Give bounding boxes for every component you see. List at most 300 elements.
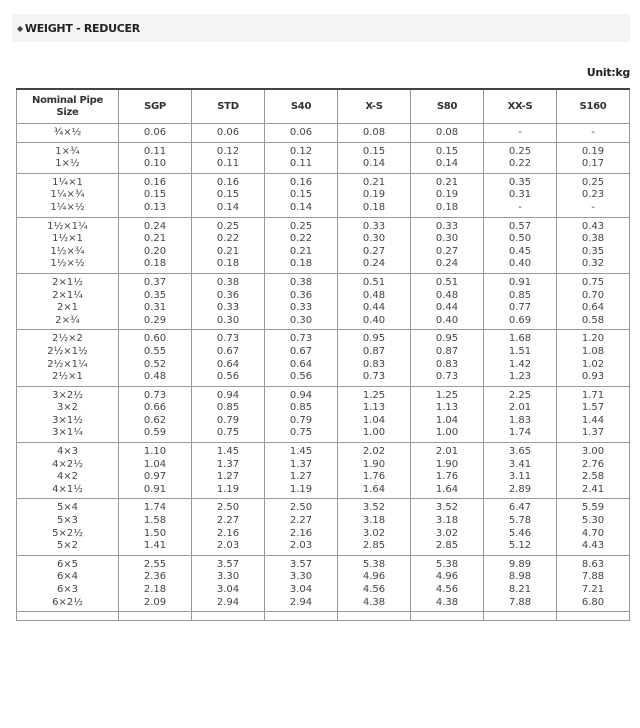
weight-value: 0.73: [143, 389, 167, 401]
weight-value: 0.25: [216, 220, 240, 232]
weight-value: 2.25: [508, 389, 532, 401]
weight-cell-std: [192, 330, 265, 386]
weight-cell-xxs: [484, 330, 557, 386]
weight-value: 1.44: [581, 414, 605, 426]
weight-value: 0.73: [435, 371, 459, 383]
weight-value: -: [518, 201, 522, 213]
weight-cell-s80: [411, 330, 484, 386]
weight-cell-sgp: [119, 386, 192, 442]
pipe-size: 5×2: [56, 540, 79, 552]
weight-value: 1.25: [435, 389, 459, 401]
weight-cell-std: [192, 386, 265, 442]
weight-value: 1.51: [508, 345, 532, 357]
weight-value: 0.24: [143, 220, 167, 232]
weight-value: -: [591, 201, 595, 213]
weight-value: 2.89: [508, 483, 532, 495]
weight-cell-s40: [265, 142, 338, 173]
pipe-size: 1½×¾: [50, 245, 85, 257]
weight-value: 4.38: [362, 596, 386, 608]
weight-cell-sgp: [119, 273, 192, 329]
weight-value: 0.55: [143, 345, 167, 357]
table-row: [17, 142, 630, 173]
weight-value: 2.41: [581, 483, 605, 495]
weight-cell-xxs: [484, 217, 557, 273]
weight-value: 1.90: [362, 458, 386, 470]
pipe-size: 2½×1¼: [47, 358, 88, 370]
weight-value: 0.97: [143, 471, 167, 483]
weight-value: 0.11: [143, 145, 167, 157]
table-row: [17, 330, 630, 386]
empty-cell: [119, 612, 192, 621]
weight-value: 5.38: [435, 558, 459, 570]
weight-value: 1.42: [508, 358, 532, 370]
weight-cell-s160: [557, 443, 630, 499]
weight-value: 2.85: [362, 540, 386, 552]
weight-value: 0.38: [216, 276, 240, 288]
weight-value: 0.31: [143, 302, 167, 314]
weight-cell-xxs: [484, 443, 557, 499]
weight-value: 0.64: [289, 358, 313, 370]
weight-value: 0.21: [362, 176, 386, 188]
weight-cell-std: [192, 124, 265, 143]
weight-cell-s80: [411, 273, 484, 329]
table-row: [17, 173, 630, 217]
column-header-s40: S40: [265, 89, 338, 124]
weight-value: 2.18: [143, 584, 167, 595]
weight-cell-xxs: [484, 124, 557, 143]
weight-value: 0.15: [143, 189, 167, 201]
weight-cell-xs: [338, 124, 411, 143]
pipe-size: 4×3: [56, 446, 79, 458]
weight-cell-sgp: [119, 499, 192, 555]
weight-value: 0.33: [435, 220, 459, 232]
weight-value: 0.67: [289, 345, 313, 357]
weight-value: 3.02: [435, 527, 459, 539]
weight-value: 0.12: [216, 145, 240, 157]
weight-value: 1.64: [362, 483, 386, 495]
pipe-size: 2×1¼: [52, 289, 83, 301]
pipe-size: 2½×1½: [47, 345, 88, 357]
pipe-size: 4×2: [56, 471, 79, 483]
weight-cell-s160: [557, 142, 630, 173]
weight-value: 1.13: [362, 402, 386, 414]
weight-value: 4.38: [435, 596, 459, 608]
weight-value: 0.33: [362, 220, 386, 232]
weight-value: 3.41: [508, 458, 532, 470]
weight-value: 0.35: [508, 176, 532, 188]
weight-value: 0.10: [143, 158, 167, 170]
weight-value: 0.14: [362, 158, 386, 170]
pipe-size-cell: [17, 173, 119, 217]
weight-cell-xs: [338, 273, 411, 329]
column-header-xs: X-S: [338, 89, 411, 124]
weight-value: 1.00: [435, 427, 459, 439]
weight-value: 0.35: [143, 289, 167, 301]
weight-value: 0.58: [581, 314, 605, 326]
weight-value: 0.21: [216, 245, 240, 257]
weight-cell-std: [192, 142, 265, 173]
weight-value: 5.78: [508, 515, 532, 527]
column-header-sgp: SGP: [119, 89, 192, 124]
weight-cell-s40: [265, 499, 338, 555]
weight-value: 0.57: [508, 220, 532, 232]
empty-cell: [17, 612, 119, 621]
weight-value: 1.45: [289, 446, 313, 458]
weight-value: 1.57: [581, 402, 605, 414]
weight-value: 2.94: [216, 596, 240, 608]
weight-value: -: [591, 127, 595, 138]
weight-cell-xxs: [484, 142, 557, 173]
table-row: [17, 386, 630, 442]
weight-value: 0.24: [435, 258, 459, 270]
weight-value: 0.18: [435, 201, 459, 213]
weight-value: 0.48: [362, 289, 386, 301]
weight-value: 0.85: [508, 289, 532, 301]
weight-value: 0.95: [435, 333, 459, 345]
pipe-size: 5×3: [56, 515, 79, 527]
weight-value: 0.40: [508, 258, 532, 270]
weight-cell-s40: [265, 386, 338, 442]
pipe-size: 2×1½: [52, 276, 83, 288]
weight-value: 0.20: [143, 245, 167, 257]
weight-value: 0.11: [289, 158, 313, 170]
weight-cell-sgp: [119, 124, 192, 143]
weight-value: 5.46: [508, 527, 532, 539]
weight-value: 2.58: [581, 471, 605, 483]
weight-value: 0.95: [362, 333, 386, 345]
weight-cell-s40: [265, 273, 338, 329]
table-row: [17, 443, 630, 499]
weight-value: 0.36: [289, 289, 313, 301]
pipe-size: 1¼×1: [52, 176, 83, 188]
weight-value: 0.25: [508, 145, 532, 157]
weight-value: 0.75: [581, 276, 605, 288]
pipe-size: 1¼×¾: [50, 189, 85, 201]
weight-value: 0.35: [581, 245, 605, 257]
weight-cell-s80: [411, 443, 484, 499]
weight-value: 2.55: [143, 558, 167, 570]
pipe-size: 1½×1¼: [47, 220, 88, 232]
weight-value: 0.15: [216, 189, 240, 201]
weight-value: 0.85: [216, 402, 240, 414]
weight-value: 1.20: [581, 333, 605, 345]
weight-cell-s40: [265, 443, 338, 499]
weight-cell-std: [192, 555, 265, 611]
weight-value: 0.31: [508, 189, 532, 201]
weight-value: 0.15: [435, 145, 459, 157]
weight-value: 1.13: [435, 402, 459, 414]
column-header-s80: S80: [411, 89, 484, 124]
weight-value: 4.96: [362, 571, 386, 583]
weight-value: 0.25: [289, 220, 313, 232]
pipe-size-cell: [17, 273, 119, 329]
weight-value: 0.87: [362, 345, 386, 357]
weight-value: 0.08: [362, 127, 386, 138]
weight-value: 0.19: [581, 145, 605, 157]
weight-value: 5.30: [581, 515, 605, 527]
table-row: [17, 273, 630, 329]
weight-cell-s40: [265, 330, 338, 386]
weight-value: 0.23: [581, 189, 605, 201]
reducer-weight-table: [16, 88, 630, 621]
diamond-bullet-icon: ◆: [17, 23, 23, 33]
weight-value: 2.03: [216, 540, 240, 552]
weight-value: 1.19: [289, 483, 313, 495]
weight-value: 0.38: [581, 233, 605, 245]
weight-cell-sgp: [119, 217, 192, 273]
weight-value: -: [518, 127, 522, 138]
weight-value: 0.16: [216, 176, 240, 188]
weight-value: 0.75: [289, 427, 313, 439]
pipe-size: ¾×½: [53, 127, 82, 138]
weight-value: 0.91: [508, 276, 532, 288]
pipe-size: 3×1½: [52, 414, 83, 426]
weight-value: 0.36: [216, 289, 240, 301]
unit-label: Unit:kg: [586, 66, 630, 79]
weight-value: 3.52: [362, 502, 386, 514]
pipe-size: 2×¾: [55, 314, 80, 326]
weight-cell-std: [192, 173, 265, 217]
weight-value: 0.94: [289, 389, 313, 401]
weight-value: 3.11: [508, 471, 532, 483]
table-row: [17, 217, 630, 273]
weight-value: 1.74: [508, 427, 532, 439]
pipe-size-cell: [17, 555, 119, 611]
weight-value: 1.68: [508, 333, 532, 345]
weight-cell-sgp: [119, 142, 192, 173]
weight-cell-xs: [338, 555, 411, 611]
weight-value: 0.22: [508, 158, 532, 170]
pipe-size: 6×3: [56, 584, 79, 595]
weight-value: 0.37: [143, 276, 167, 288]
weight-value: 1.25: [362, 389, 386, 401]
weight-value: 1.71: [581, 389, 605, 401]
weight-value: 0.52: [143, 358, 167, 370]
pipe-size: 4×1½: [52, 483, 83, 495]
weight-cell-xs: [338, 499, 411, 555]
weight-value: 0.18: [216, 258, 240, 270]
weight-cell-s160: [557, 499, 630, 555]
weight-cell-s80: [411, 173, 484, 217]
weight-cell-s160: [557, 330, 630, 386]
weight-value: 0.73: [362, 371, 386, 383]
weight-value: 0.93: [581, 371, 605, 383]
weight-cell-xs: [338, 173, 411, 217]
empty-cell: [265, 612, 338, 621]
weight-value: 0.29: [143, 314, 167, 326]
weight-value: 7.21: [581, 584, 605, 595]
weight-cell-s80: [411, 499, 484, 555]
weight-value: 0.14: [216, 201, 240, 213]
weight-value: 0.94: [216, 389, 240, 401]
weight-value: 2.36: [143, 571, 167, 583]
pipe-size-cell: [17, 217, 119, 273]
weight-value: 2.03: [289, 540, 313, 552]
weight-value: 1.37: [289, 458, 313, 470]
weight-value: 0.56: [289, 371, 313, 383]
weight-value: 8.98: [508, 571, 532, 583]
weight-value: 0.32: [581, 258, 605, 270]
weight-value: 4.56: [362, 584, 386, 595]
weight-value: 0.18: [362, 201, 386, 213]
weight-value: 2.50: [216, 502, 240, 514]
weight-value: 1.10: [143, 446, 167, 458]
weight-value: 0.83: [435, 358, 459, 370]
weight-value: 3.57: [216, 558, 240, 570]
weight-cell-s80: [411, 555, 484, 611]
weight-cell-std: [192, 273, 265, 329]
weight-value: 0.69: [508, 314, 532, 326]
weight-value: 1.74: [143, 502, 167, 514]
weight-value: 0.06: [143, 127, 167, 138]
weight-value: 0.30: [362, 233, 386, 245]
weight-cell-s160: [557, 124, 630, 143]
pipe-size: 1½×½: [50, 258, 85, 270]
weight-value: 1.76: [435, 471, 459, 483]
weight-value: 0.06: [216, 127, 240, 138]
weight-value: 0.67: [216, 345, 240, 357]
pipe-size: 5×2½: [52, 527, 83, 539]
weight-value: 0.21: [289, 245, 313, 257]
weight-value: 0.38: [289, 276, 313, 288]
weight-value: 1.37: [216, 458, 240, 470]
weight-cell-s40: [265, 124, 338, 143]
weight-value: 0.75: [216, 427, 240, 439]
weight-value: 1.45: [216, 446, 240, 458]
weight-value: 0.30: [435, 233, 459, 245]
weight-value: 0.40: [362, 314, 386, 326]
section-title: WEIGHT - REDUCER: [24, 21, 140, 35]
weight-value: 0.73: [289, 333, 313, 345]
pipe-size-cell: [17, 499, 119, 555]
weight-value: 1.37: [581, 427, 605, 439]
weight-value: 0.48: [435, 289, 459, 301]
weight-value: 2.94: [289, 596, 313, 608]
weight-value: 8.21: [508, 584, 532, 595]
pipe-size: 3×1¼: [52, 427, 83, 439]
weight-cell-s160: [557, 217, 630, 273]
weight-value: 5.59: [581, 502, 605, 514]
weight-value: 3.02: [362, 527, 386, 539]
weight-cell-xs: [338, 443, 411, 499]
weight-value: 7.88: [508, 596, 532, 608]
weight-value: 9.89: [508, 558, 532, 570]
weight-value: 0.51: [435, 276, 459, 288]
pipe-size: 6×4: [56, 571, 79, 583]
weight-cell-std: [192, 499, 265, 555]
weight-value: 1.50: [143, 527, 167, 539]
pipe-size-cell: [17, 142, 119, 173]
pipe-size: 6×5: [56, 558, 79, 570]
weight-cell-sgp: [119, 330, 192, 386]
pipe-size-cell: [17, 443, 119, 499]
weight-value: 0.30: [289, 314, 313, 326]
weight-value: 0.56: [216, 371, 240, 383]
weight-cell-s160: [557, 173, 630, 217]
weight-value: 3.00: [581, 446, 605, 458]
column-header-std: STD: [192, 89, 265, 124]
weight-value: 2.02: [362, 446, 386, 458]
pipe-size: 2½×1: [52, 371, 83, 383]
weight-value: 2.01: [508, 402, 532, 414]
weight-value: 0.66: [143, 402, 167, 414]
weight-cell-s160: [557, 555, 630, 611]
weight-cell-sgp: [119, 173, 192, 217]
weight-value: 0.27: [362, 245, 386, 257]
weight-cell-xs: [338, 217, 411, 273]
weight-value: 0.85: [289, 402, 313, 414]
weight-value: 3.30: [216, 571, 240, 583]
weight-value: 0.60: [143, 333, 167, 345]
weight-cell-xxs: [484, 273, 557, 329]
weight-cell-s80: [411, 124, 484, 143]
weight-value: 0.44: [362, 302, 386, 314]
weight-value: 0.45: [508, 245, 532, 257]
weight-value: 0.30: [216, 314, 240, 326]
weight-value: 4.96: [435, 571, 459, 583]
section-title-bar: [12, 14, 630, 42]
weight-value: 1.58: [143, 515, 167, 527]
pipe-size-cell: [17, 124, 119, 143]
weight-value: 1.27: [289, 471, 313, 483]
weight-value: 1.64: [435, 483, 459, 495]
empty-cell: [411, 612, 484, 621]
weight-value: 0.11: [216, 158, 240, 170]
weight-value: 0.77: [508, 302, 532, 314]
weight-value: 2.01: [435, 446, 459, 458]
weight-value: 3.30: [289, 571, 313, 583]
weight-value: 0.64: [216, 358, 240, 370]
table-row: [17, 124, 630, 143]
weight-value: 5.12: [508, 540, 532, 552]
empty-cell: [338, 612, 411, 621]
weight-value: 1.04: [143, 458, 167, 470]
weight-value: 1.76: [362, 471, 386, 483]
weight-cell-xxs: [484, 173, 557, 217]
weight-value: 0.64: [581, 302, 605, 314]
weight-value: 0.12: [289, 145, 313, 157]
weight-cell-xs: [338, 386, 411, 442]
weight-cell-s40: [265, 217, 338, 273]
weight-value: 0.22: [289, 233, 313, 245]
weight-value: 3.52: [435, 502, 459, 514]
weight-value: 0.40: [435, 314, 459, 326]
weight-value: 1.02: [581, 358, 605, 370]
weight-value: 4.56: [435, 584, 459, 595]
weight-cell-s80: [411, 386, 484, 442]
weight-value: 0.16: [289, 176, 313, 188]
weight-value: 0.24: [362, 258, 386, 270]
weight-value: 0.79: [216, 414, 240, 426]
weight-value: 3.57: [289, 558, 313, 570]
pipe-size: 3×2: [56, 402, 79, 414]
weight-cell-s80: [411, 217, 484, 273]
weight-cell-sgp: [119, 443, 192, 499]
weight-value: 1.83: [508, 414, 532, 426]
weight-value: 7.88: [581, 571, 605, 583]
weight-value: 2.16: [289, 527, 313, 539]
weight-value: 1.23: [508, 371, 532, 383]
weight-value: 0.87: [435, 345, 459, 357]
table-row-partial: [17, 612, 630, 621]
weight-value: 3.18: [435, 515, 459, 527]
table-row: [17, 499, 630, 555]
empty-cell: [484, 612, 557, 621]
table-body: [17, 124, 630, 621]
weight-value: 0.08: [435, 127, 459, 138]
weight-value: 0.18: [289, 258, 313, 270]
column-header-s160: S160: [557, 89, 630, 124]
